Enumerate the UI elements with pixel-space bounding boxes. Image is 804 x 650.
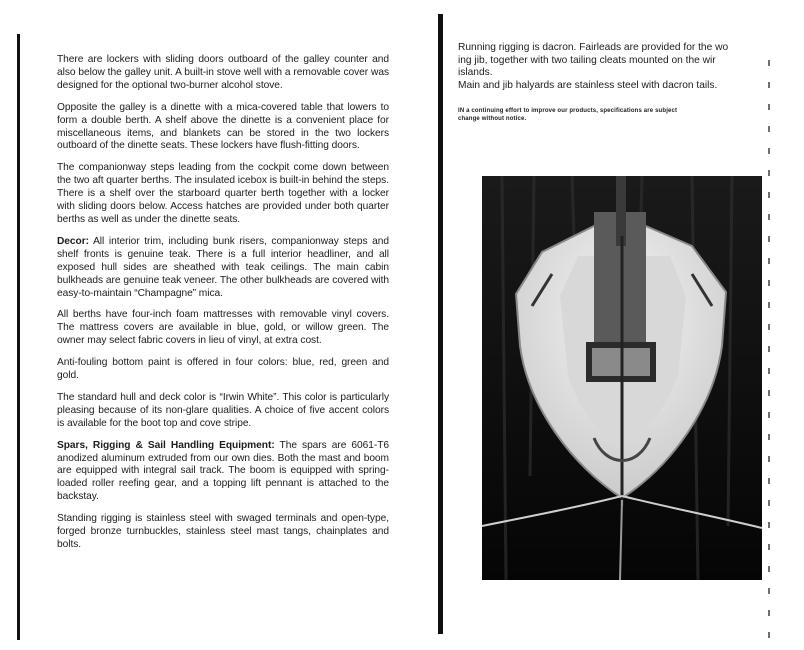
companionway-paragraph: The companionway steps leading from the cockpit come down between the two aft quarter berths. The insulated icebox is built-in behind the steps. There is a shelf over the starboard quarter berth together with a locker with sliding doors below. Access hatches are provided under both quarter berths as well as under the dinette seats. bbox=[57, 162, 389, 225]
standing-rigging-paragraph: Standing rigging is stainless steel with swaged terminals and open-type, forged bronze turnbuckles, stainless steel mast tangs, chainplates and bolts. bbox=[57, 513, 389, 550]
page-edge-marks bbox=[768, 60, 770, 640]
decor-text: All interior trim, including bunk risers, companionway steps and shelf fronts is genuine teak. There is a full interior headliner, and all exposed hull sides are sheathed with teak ceilings. The main cabin bulkheads are genuine teak veneer. The other bulkheads are covered with easy-to-maintain “Champagne” mica. bbox=[57, 235, 389, 299]
right-binding-edge bbox=[438, 14, 443, 634]
running-rigging-line-2: ing jib, together with two tailing cleats mounted on the wir bbox=[458, 54, 716, 66]
spars-paragraph bbox=[57, 440, 389, 505]
galley-paragraph: There are lockers with sliding doors outboard of the galley counter and also below the galley unit. A built-in stove well with a removable cover was designed for the optional two-burner alcohol stove. bbox=[57, 54, 389, 91]
halyards-line: Main and jib halyards are stainless steel with dacron tails. bbox=[458, 79, 718, 91]
decor-paragraph bbox=[57, 236, 389, 301]
disclaimer-line-1: IN a continuing effort to improve our products, specifications are subject bbox=[458, 108, 678, 115]
disclaimer-line-2: change without notice. bbox=[458, 116, 527, 123]
sailboat-photo bbox=[482, 176, 762, 580]
disclaimer-note bbox=[458, 107, 768, 123]
left-page-text bbox=[57, 54, 389, 561]
running-rigging-line-3: islands. bbox=[458, 67, 493, 79]
right-page-text bbox=[458, 42, 768, 123]
sailboat-photo-graphic bbox=[482, 176, 762, 580]
berths-paragraph: All berths have four-inch foam mattresses with removable vinyl covers. The mattress covers are available in blue, gold, or willow green. The owner may select fabric covers in lieu of vinyl, at extra cost. bbox=[57, 309, 389, 347]
spars-text: The spars are 6061-T6 anodized aluminum extruded from our own dies. Both the mast and boom are equipped with integral sail track. The boom is equipped with spring-loaded roller reefing gear, and a topping lift pennant is attached to the backstay. bbox=[57, 439, 389, 503]
antifouling-paragraph: Anti-fouling bottom paint is offered in four colors: blue, red, green and gold. bbox=[57, 357, 389, 382]
left-binding-edge bbox=[17, 34, 20, 640]
spars-heading: Spars, Rigging & Sail Handling Equipment: bbox=[57, 439, 275, 451]
running-rigging-line-1: Running rigging is dacron. Fairleads are provided for the wo bbox=[458, 42, 729, 53]
decor-heading: Decor: bbox=[57, 235, 89, 247]
hull-color-paragraph: The standard hull and deck color is “Irwin White”. This color is particularly pleasing because of its non-glare qualities. A choice of five accent colors is available for the boot top and cove stripe. bbox=[57, 391, 389, 429]
dinette-paragraph: Opposite the galley is a dinette with a mica-covered table that lowers to form a double berth. A shelf above the dinette is a convenient place for miscellaneous items, and blankets can be stored in the two lockers outboard of the dinette seats. These lockers have flush-fitting doors. bbox=[57, 101, 389, 152]
